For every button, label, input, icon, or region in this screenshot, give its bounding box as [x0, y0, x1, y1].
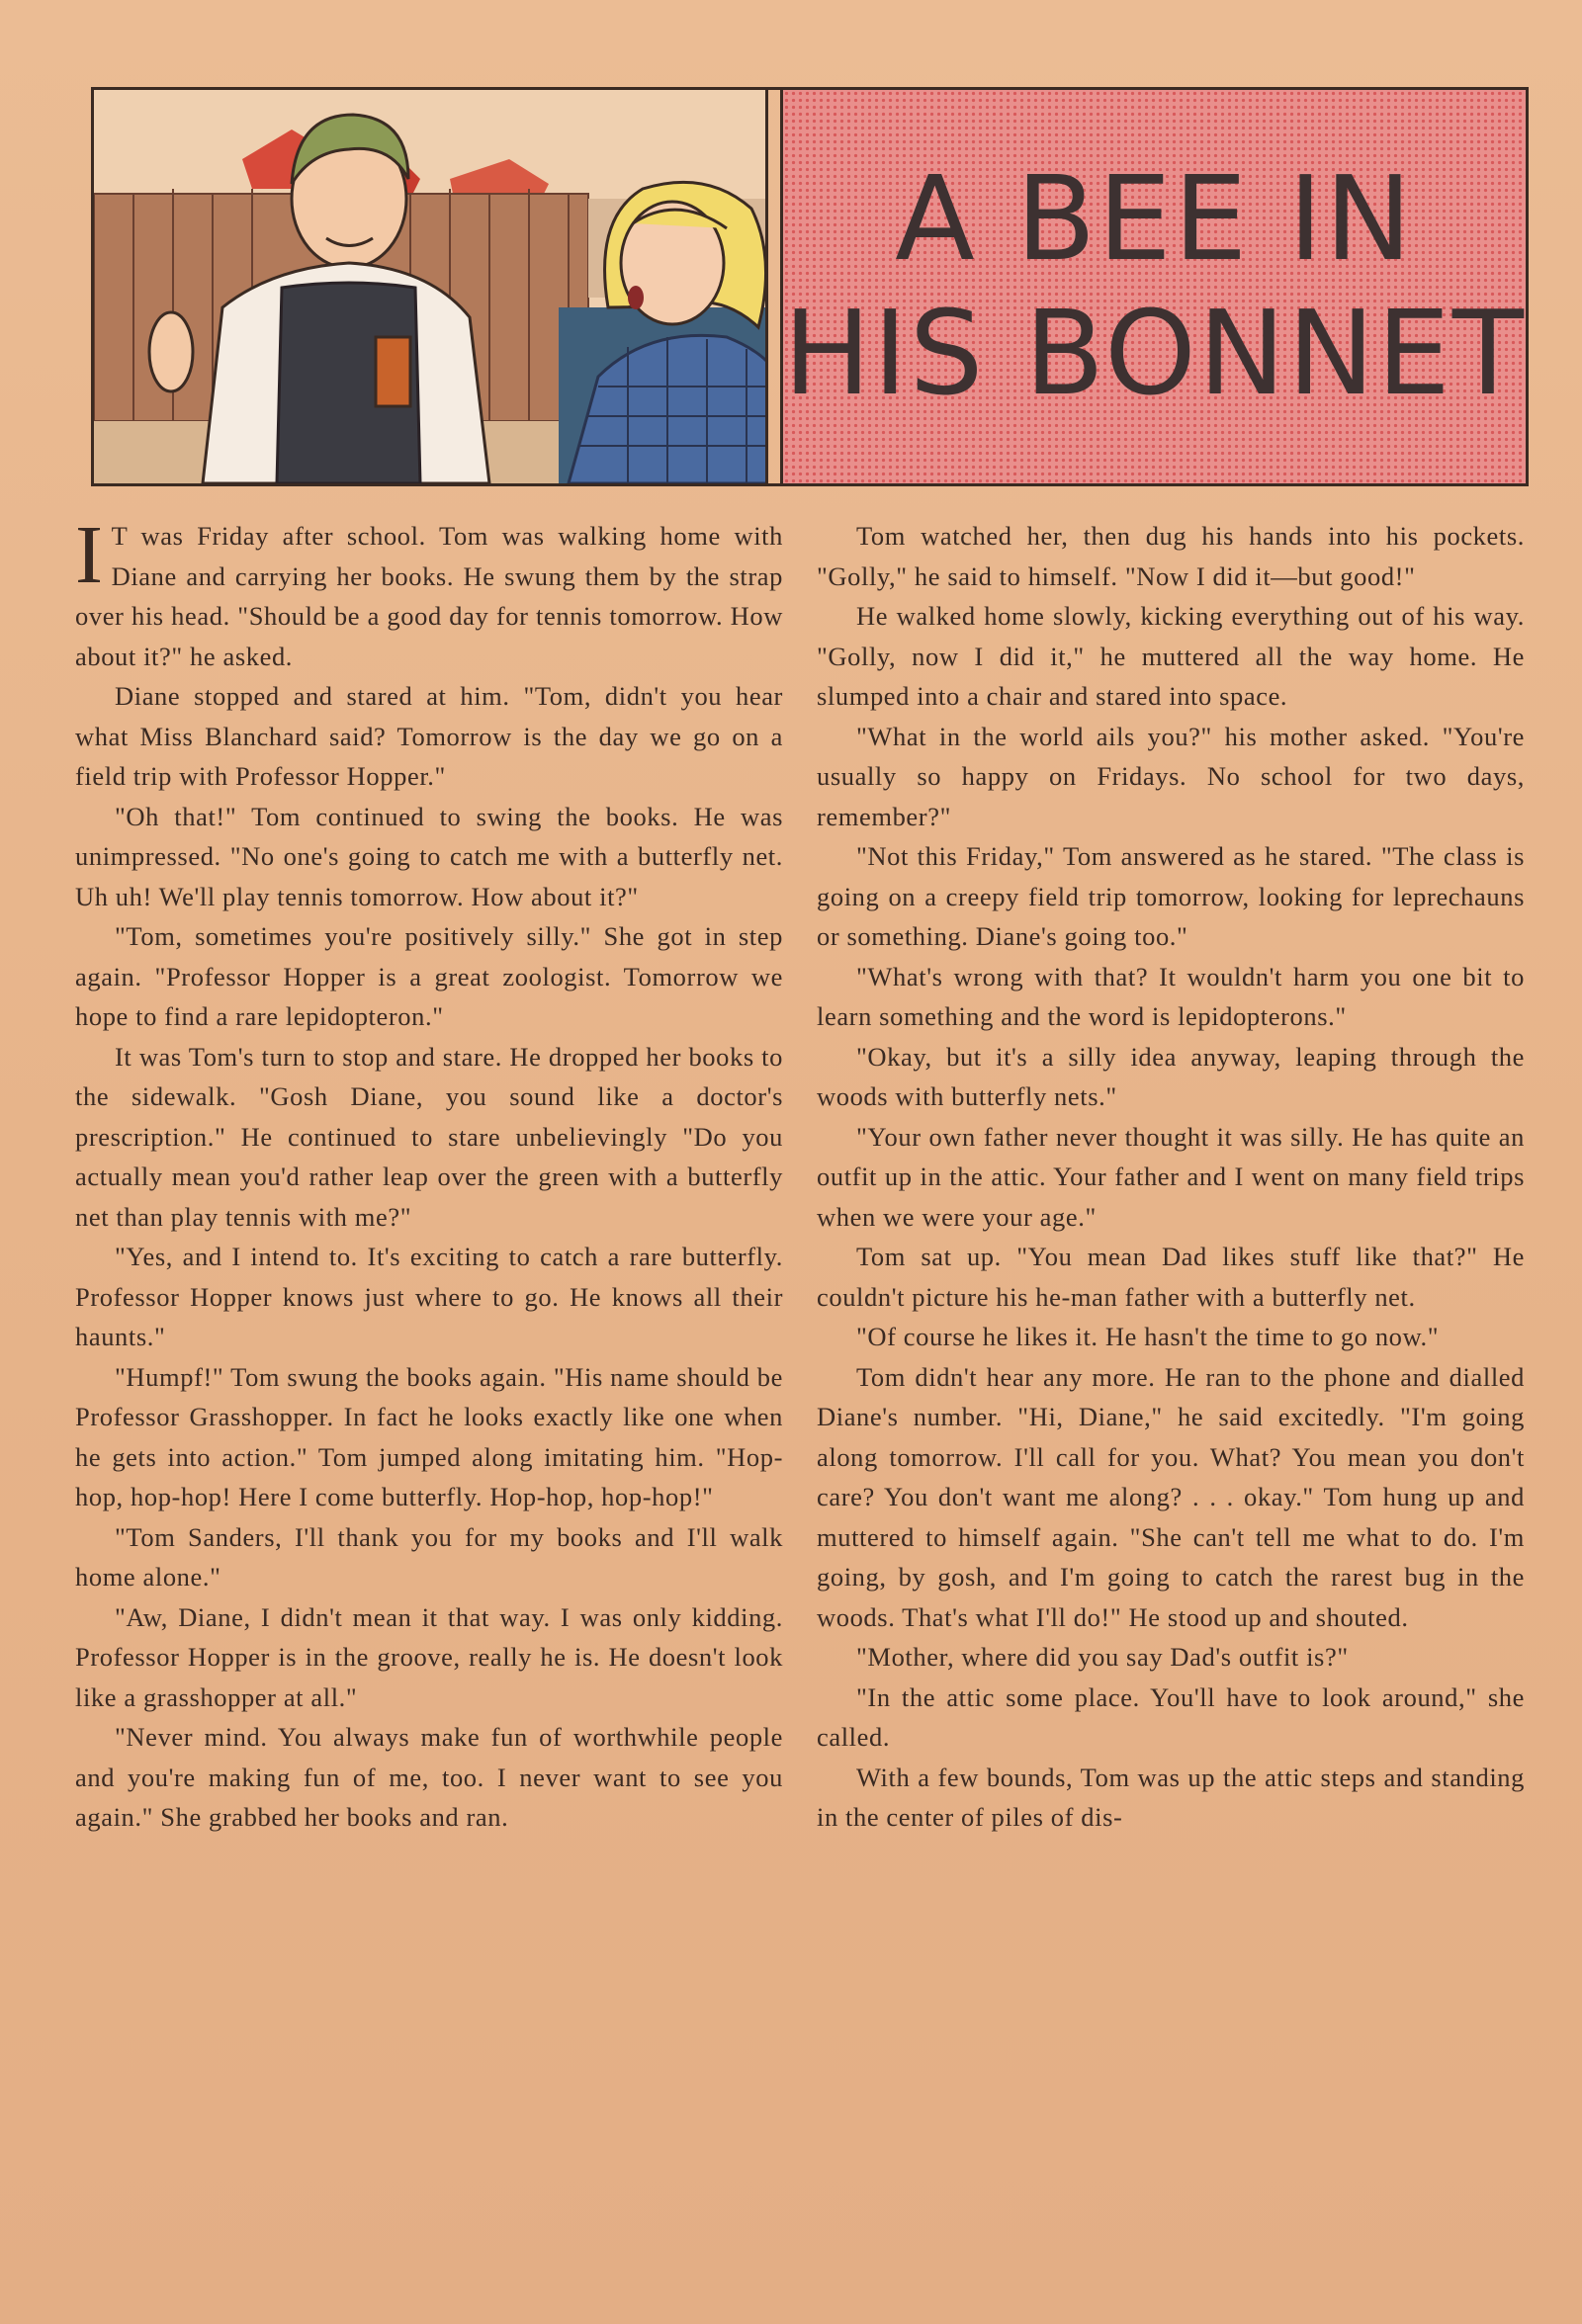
paragraph: "Of course he likes it. He hasn't the time to go now.": [856, 1322, 1440, 1351]
boy-girl-walking-illustration-icon: [94, 90, 768, 483]
paragraph: He walked home slowly, kicking everything out of his way. "Golly, now I did it," he muttered all the way home. He slumped into a chair and stared into space.: [817, 601, 1525, 711]
story-column-left: [75, 509, 783, 2236]
title-panel: [780, 90, 1526, 483]
paragraph: Diane stopped and stared at him. "Tom, didn't you hear what Miss Blanchard said? Tomorrow is the day we go on a field trip with Professor Hopper.": [75, 681, 783, 791]
paragraph: Tom didn't hear any more. He ran to the phone and dialled Diane's number. "Hi, Diane," he said excitedly. "I'm going along tomorrow. I'll call for you. What? You mean you don't care? You don't want me along? . . . okay." Tom hung up and muttered to himself again. "She can't tell me what to do. I'm going, by gosh, and I'm going to catch the rarest bug in the woods. That's what I'll do!" He stood up and shouted.: [817, 1361, 1525, 1632]
story-illustration: [94, 90, 768, 483]
title-line-1: A BEE IN: [895, 150, 1414, 288]
paragraph: With a few bounds, Tom was up the attic steps and standing in the center of piles of dis-: [817, 1762, 1525, 1832]
paragraph: "Tom, sometimes you're positively silly." She got in step again. "Professor Hopper is a great zoologist. Tomorrow we hope to find a rare lepidopteron.": [75, 921, 783, 1031]
paragraph: I T was Friday after school. Tom was walking home with Diane and carrying her books. He swung them by the strap over his head. "Should be a good day for tennis tomorrow. How about it?" he asked.: [75, 509, 783, 671]
title-line-2: HIS BONNET: [783, 285, 1526, 421]
paragraph: "Yes, and I intend to. It's exciting to catch a rare butterfly. Professor Hopper knows just where to go. He knows all their haunts.": [75, 1242, 783, 1351]
paragraph: "Not this Friday," Tom answered as he stared. "The class is going on a creepy field trip tomorrow, looking for leprechauns or something. Diane's going too.": [817, 841, 1525, 951]
story-column-right: [817, 516, 1525, 2236]
paragraph: It was Tom's turn to stop and stare. He dropped her books to the sidewalk. "Gosh Diane, you sound like a doctor's prescription." He continued to stare unbelievingly "Do you actually mean you'd rather leap over the green with a butterfly net than play tennis with me?": [75, 1041, 783, 1232]
paragraph: "Mother, where did you say Dad's outfit is?": [856, 1642, 1349, 1672]
story-header: [91, 87, 1529, 486]
paragraph: "Humpf!" Tom swung the books again. "His name should be Professor Grasshopper. In fact he looks exactly like one when he gets into action." Tom jumped along imitating him. "Hop-hop, hop-hop! Here I come butterfly. Hop-hop, hop-hop!": [75, 1361, 783, 1511]
paragraph: "Tom Sanders, I'll thank you for my books and I'll walk home alone.": [75, 1521, 783, 1592]
paragraph: "Oh that!" Tom continued to swing the books. He was unimpressed. "No one's going to catch me with a butterfly net. Uh uh! We'll play tennis tomorrow. How about it?": [75, 801, 783, 911]
paragraph: "What in the world ails you?" his mother asked. "You're usually so happy on Fridays. No school for two days, remember?": [817, 721, 1525, 831]
paragraph: Tom watched her, then dug his hands into his pockets. "Golly," he said to himself. "Now I did it—but good!": [817, 521, 1525, 591]
paragraph: "Never mind. You always make fun of worthwhile people and you're making fun of me, too. I never want to see you again." She grabbed her books and ran.: [75, 1722, 783, 1832]
paragraph: "Okay, but it's a silly idea anyway, leaping through the woods with butterfly nets.": [817, 1041, 1525, 1111]
paragraph: "In the attic some place. You'll have to look around," she called.: [817, 1681, 1525, 1752]
story-columns: [75, 509, 1525, 2236]
paragraph: Tom sat up. "You mean Dad likes stuff like that?" He couldn't picture his he-man father with a butterfly net.: [817, 1242, 1525, 1312]
paragraph: "What's wrong with that? It wouldn't harm you one bit to learn something and the word is lepidopterons.": [817, 961, 1525, 1031]
drop-cap: I: [75, 509, 104, 601]
paragraph: "Your own father never thought it was silly. He has quite an outfit up in the attic. Your father and I went on many field trips when we were your age.": [817, 1121, 1525, 1232]
paragraph: "Aw, Diane, I didn't mean it that way. I was only kidding. Professor Hopper is in the groove, really he is. He doesn't look like a grasshopper at all.": [75, 1601, 783, 1712]
